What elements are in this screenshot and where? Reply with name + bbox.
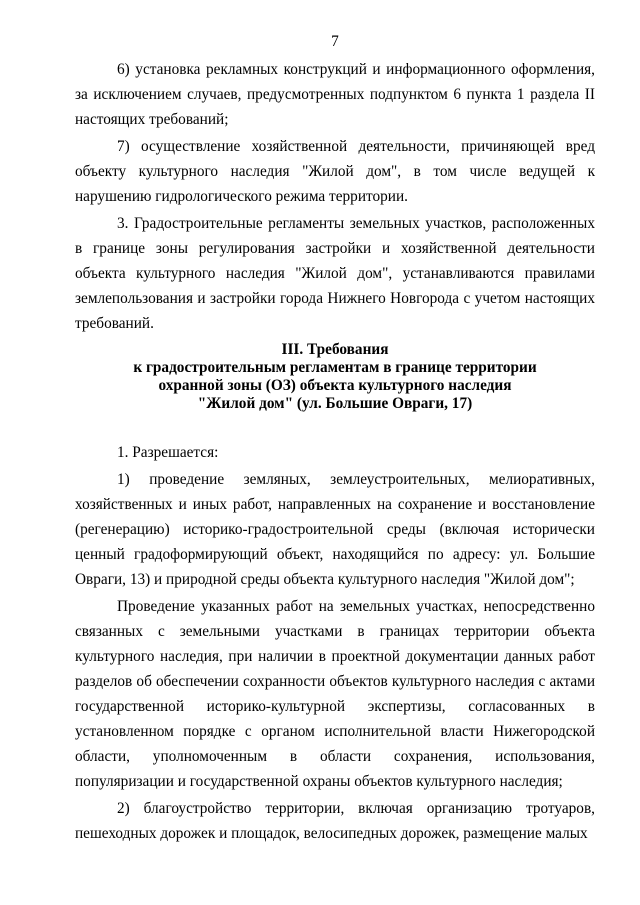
paragraph-permitted-item-2: 2) благоустройство территории, включая организацию тротуаров, пешеходных дорожек и площадок, велосипедных дорожек, размещение малых: [75, 800, 595, 842]
paragraph-item-6: 6) установка рекламных конструкций и информационного оформления, за исключением случаев, предусмотренных подпунктом 6 пункта 1 раздела II настоящих требований;: [75, 61, 595, 128]
page-number: 7: [331, 33, 339, 50]
paragraph-works-conditions: Проведение указанных работ на земельных участках, непосредственно связанных с земельными участками в границах территории объекта культурного наследия, при наличии в проектной документации данных работ разделов об обеспечении сохранности объектов культурного наследия с актами государственной историко-культурной экспертизы, согласованных в установленном порядке с органом исполнительной власти Нижегородской области, уполномоченным в области сохранения, использования, популяризации и государственной охраны объектов культурного наследия;: [75, 598, 595, 790]
paragraph-item-7: 7) осуществление хозяйственной деятельности, причиняющей вред объекту культурного наследия "Жилой дом", в том числе ведущей к нарушению гидрологического режима территории.: [75, 138, 595, 205]
section-heading-line-4: "Жилой дом" (ул. Большие Овраги, 17): [197, 395, 473, 412]
section-heading-line-2: к градостроительным регламентам в границе территории: [133, 359, 537, 376]
section-heading: [75, 341, 595, 413]
section-heading-line-3: охранной зоны (ОЗ) объекта культурного наследия: [158, 377, 512, 394]
paragraph-section-3: 3. Градостроительные регламенты земельных участков, расположенных в границе зоны регулирования застройки и хозяйственной деятельности объекта культурного наследия "Жилой дом", устанавливаются правилами землепользования и застройки города Нижнего Новгорода с учетом настоящих требований.: [75, 215, 595, 332]
paragraph-permitted-item-1: 1) проведение земляных, землеустроительных, мелиоративных, хозяйственных и иных работ, направленных на сохранение и восстановление (регенерацию) историко-градостроительной среды (включая исторически ценный градоформирующий объект, находящийся по адресу: ул. Большие Овраги, 13) и природной среды объекта культурного наследия "Жилой дом";: [75, 471, 595, 588]
paragraph-permitted: 1. Разрешается:: [117, 444, 219, 461]
section-heading-line-1: III. Требования: [281, 341, 389, 358]
